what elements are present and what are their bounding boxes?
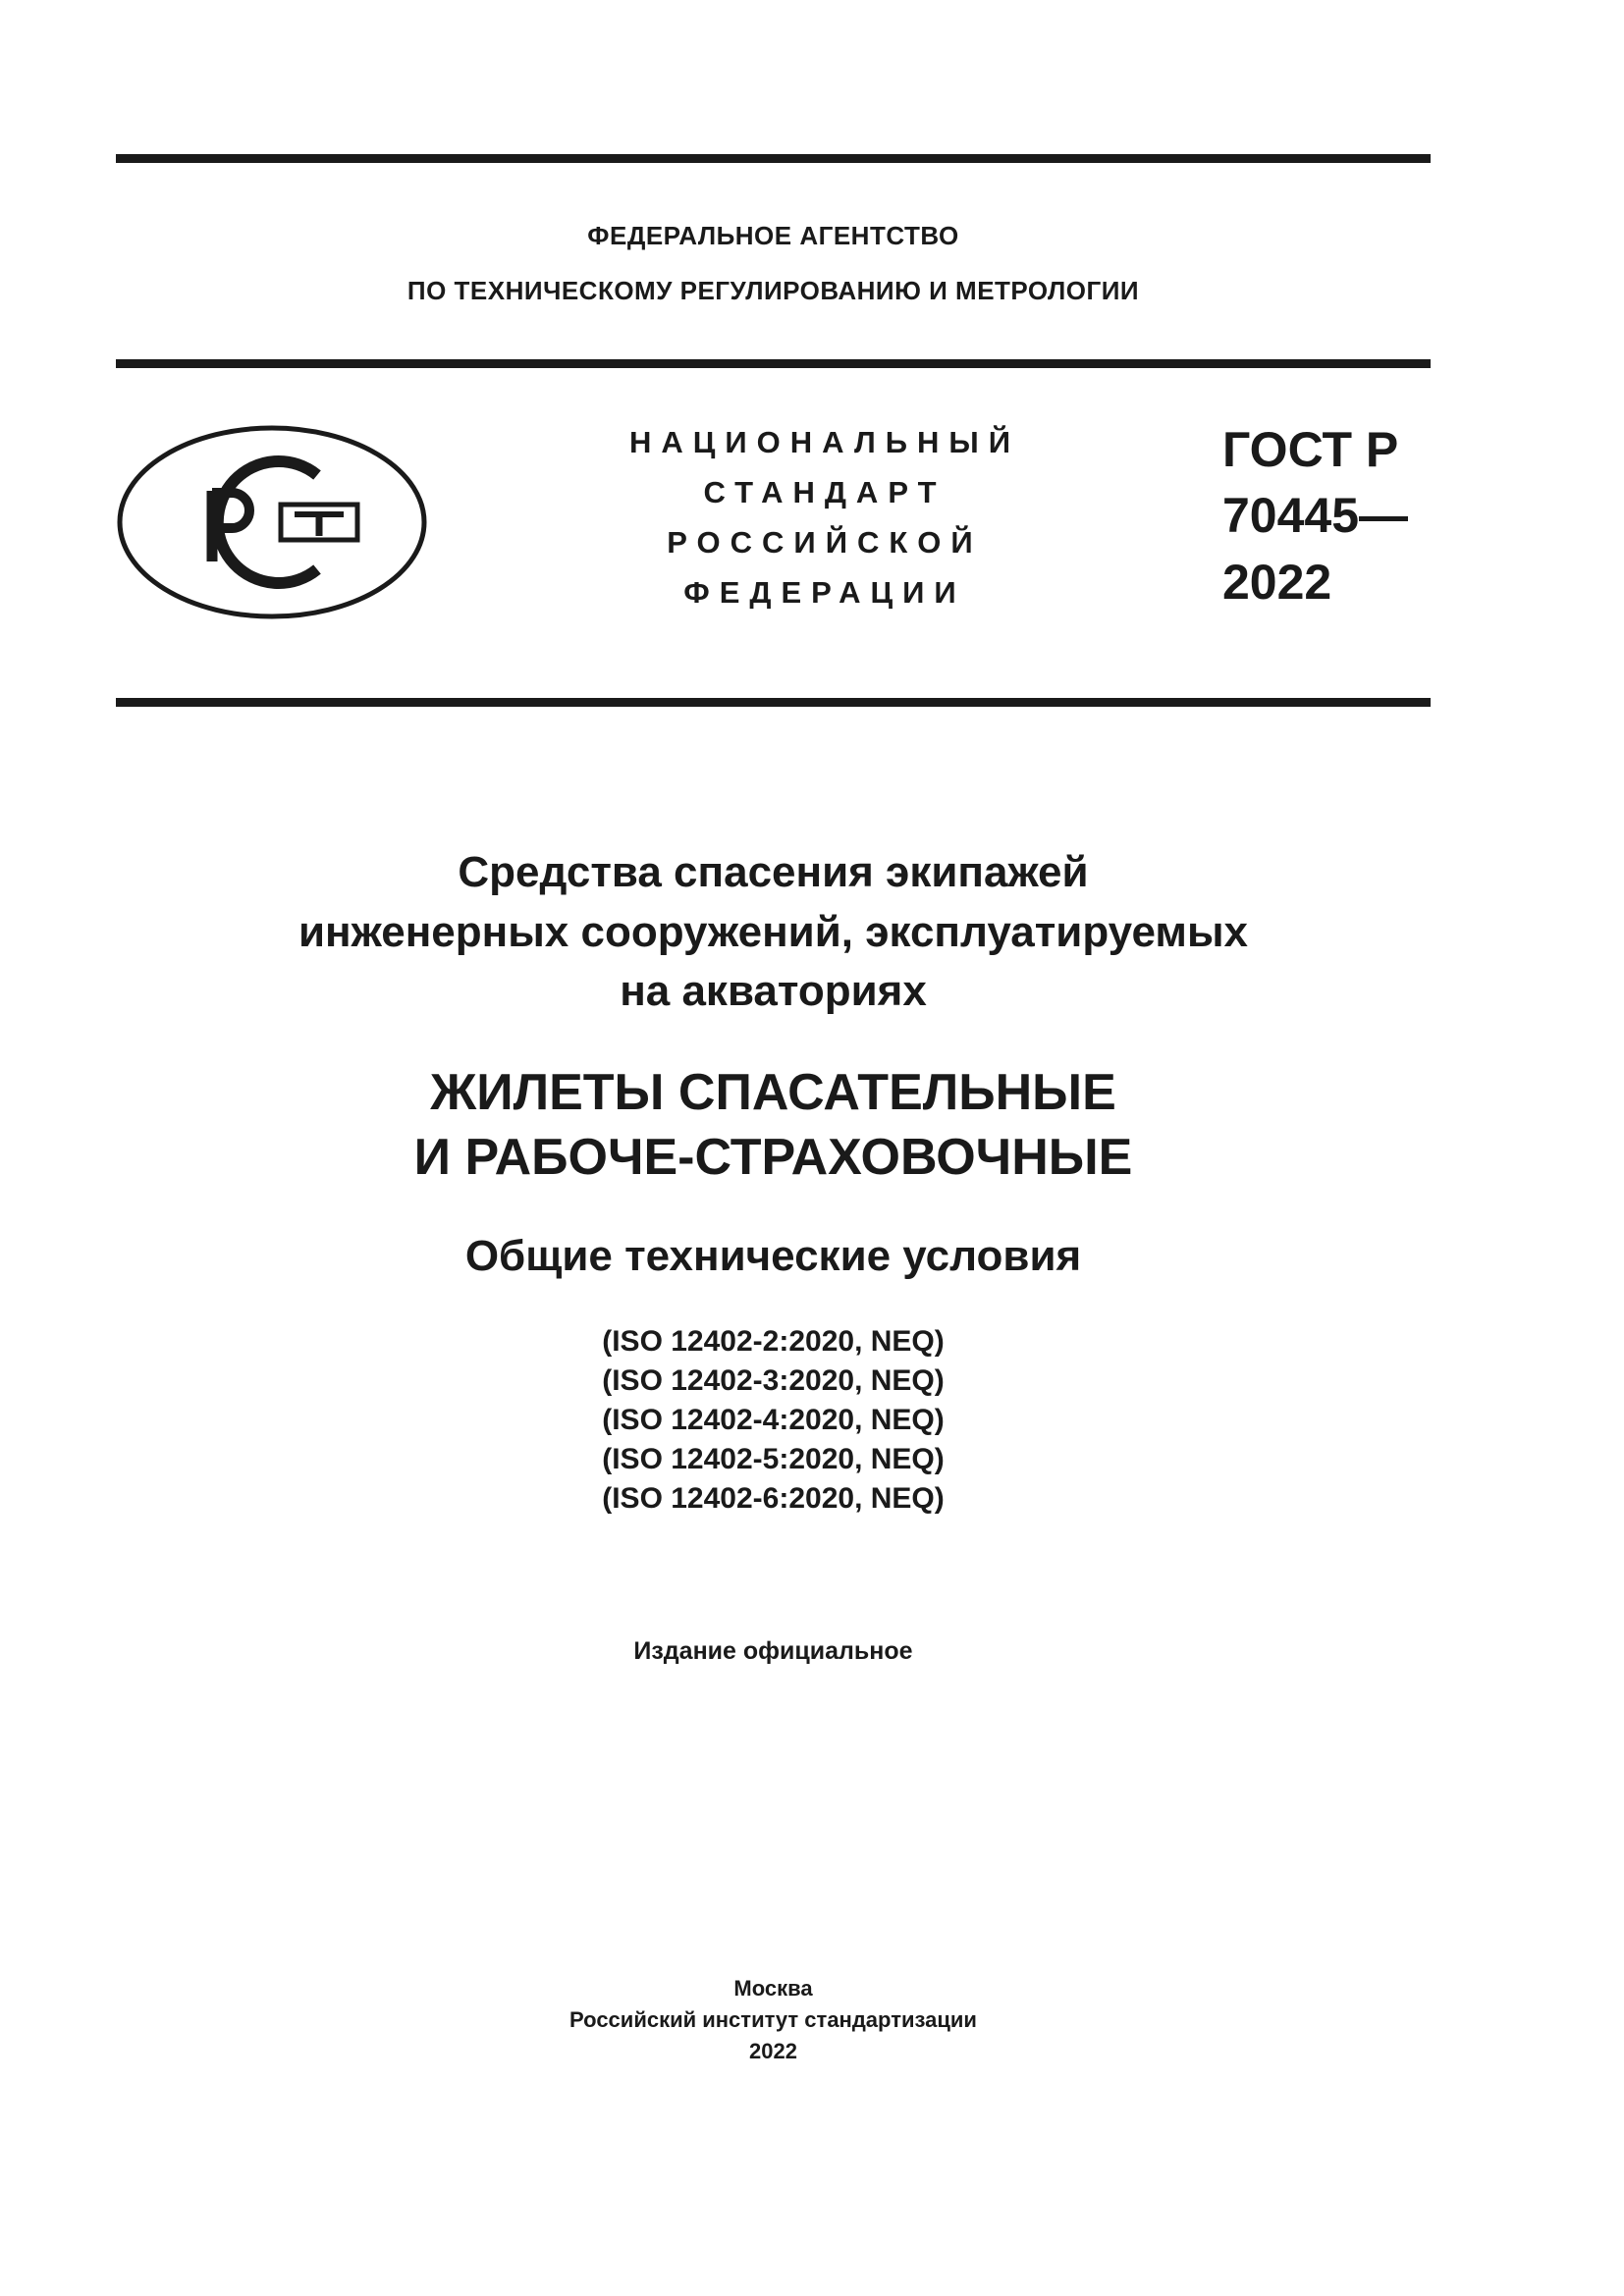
publisher-name: Российский институт стандартизации: [569, 2007, 977, 2032]
iso-reference: (ISO 12402-2:2020, NEQ): [602, 1325, 945, 1358]
rst-certification-logo-icon: [116, 424, 428, 620]
publication-city: Москва: [733, 1976, 813, 2001]
national-standard-line-3: РОССИЙСКОЙ: [667, 525, 983, 560]
national-standard-line-2: СТАНДАРТ: [703, 475, 947, 509]
agency-name-line-1: ФЕДЕРАЛЬНОЕ АГЕНТСТВО: [587, 221, 959, 250]
standard-designation-line-2: 70445—: [1222, 488, 1409, 543]
product-title-line-1: ЖИЛЕТЫ СПАСАТЕЛЬНЫЕ: [430, 1064, 1116, 1121]
national-standard-line-4: ФЕДЕРАЦИИ: [683, 575, 966, 610]
national-standard-line-1: НАЦИОНАЛЬНЫЙ: [628, 425, 1021, 459]
product-title-line-2: И РАБОЧЕ-СТРАХОВОЧНЫЕ: [413, 1129, 1133, 1186]
document-title-line-1: Средства спасения экипажей: [458, 848, 1089, 896]
standard-block-divider-rule: [116, 698, 1431, 707]
iso-reference: (ISO 12402-4:2020, NEQ): [602, 1404, 945, 1436]
document-subtitle: Общие технические условия: [464, 1232, 1082, 1280]
publication-year: 2022: [749, 2039, 797, 2063]
document-title-line-2: инженерных сооружений, эксплуатируемых: [298, 908, 1248, 956]
iso-reference: (ISO 12402-6:2020, NEQ): [602, 1482, 945, 1515]
document-title-line-3: на акваториях: [620, 967, 927, 1015]
header-divider-rule: [116, 359, 1431, 368]
agency-name-line-2: ПО ТЕХНИЧЕСКОМУ РЕГУЛИРОВАНИЮ И МЕТРОЛОГИИ: [406, 276, 1140, 305]
edition-label: Издание официальное: [633, 1637, 913, 1665]
iso-reference: (ISO 12402-3:2020, NEQ): [602, 1364, 945, 1397]
top-rule: [116, 154, 1431, 163]
iso-reference: (ISO 12402-5:2020, NEQ): [602, 1443, 945, 1475]
standard-designation-line-1: ГОСТ Р: [1222, 422, 1399, 477]
standard-designation-line-3: 2022: [1222, 555, 1332, 610]
